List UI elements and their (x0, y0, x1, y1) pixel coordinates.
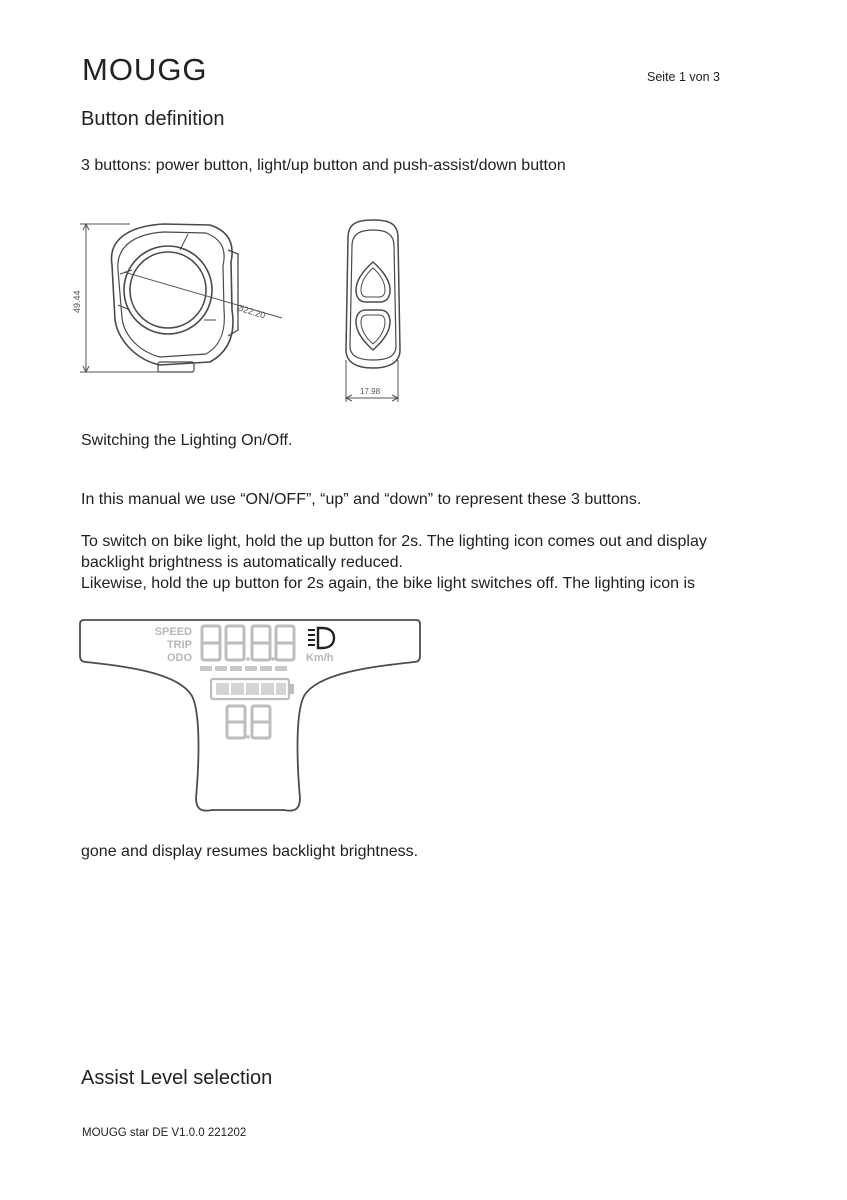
section-title-lighting: Switching the Lighting On/Off. (81, 432, 293, 449)
diameter-dimension-label: Ø22.20 (235, 302, 267, 321)
section-heading-button-definition: Button definition (81, 108, 225, 130)
light-on-text-line-2: backlight brightness is automatically reduced. (81, 554, 403, 571)
button-unit-drawing (60, 210, 420, 410)
width-dimension-label: 17.98 (360, 387, 381, 396)
speed-unit-label: Km/h (306, 652, 334, 664)
buttons-naming-text: In this manual we use “ON/OFF”, “up” and “down” to represent these 3 buttons. (81, 491, 642, 508)
buttons-intro-text: 3 buttons: power button, light/up button and push-assist/down button (81, 157, 566, 174)
display-outline (80, 620, 420, 811)
button-housing-side-view (111, 224, 238, 372)
lcd-display-illustration (78, 616, 422, 816)
document-version-footer: MOUGG star DE V1.0.0 221202 (82, 1127, 247, 1139)
section-heading-assist-level: Assist Level selection (81, 1067, 273, 1089)
brand-logo: MOUGG (82, 52, 208, 87)
headlight-icon (308, 628, 334, 648)
battery-icon (211, 679, 293, 699)
light-off-text-line: Likewise, hold the up button for 2s again, the bike light switches off. The lighting icon is (81, 575, 695, 592)
light-off-text-continued: gone and display resumes backlight brightness. (81, 843, 419, 860)
speed-label: SPEED (154, 626, 192, 638)
height-dimension-label: 49.44 (72, 290, 82, 313)
trip-label: TRIP (166, 639, 192, 651)
page-number: Seite 1 von 3 (647, 70, 720, 84)
assist-level-digits (227, 706, 270, 738)
odo-label: ODO (166, 652, 192, 664)
speed-digits (202, 626, 294, 660)
button-housing-front-view (346, 220, 400, 368)
light-on-text-line-1: To switch on bike light, hold the up button for 2s. The lighting icon comes out and display (81, 533, 707, 550)
assist-level-bar (200, 666, 287, 671)
